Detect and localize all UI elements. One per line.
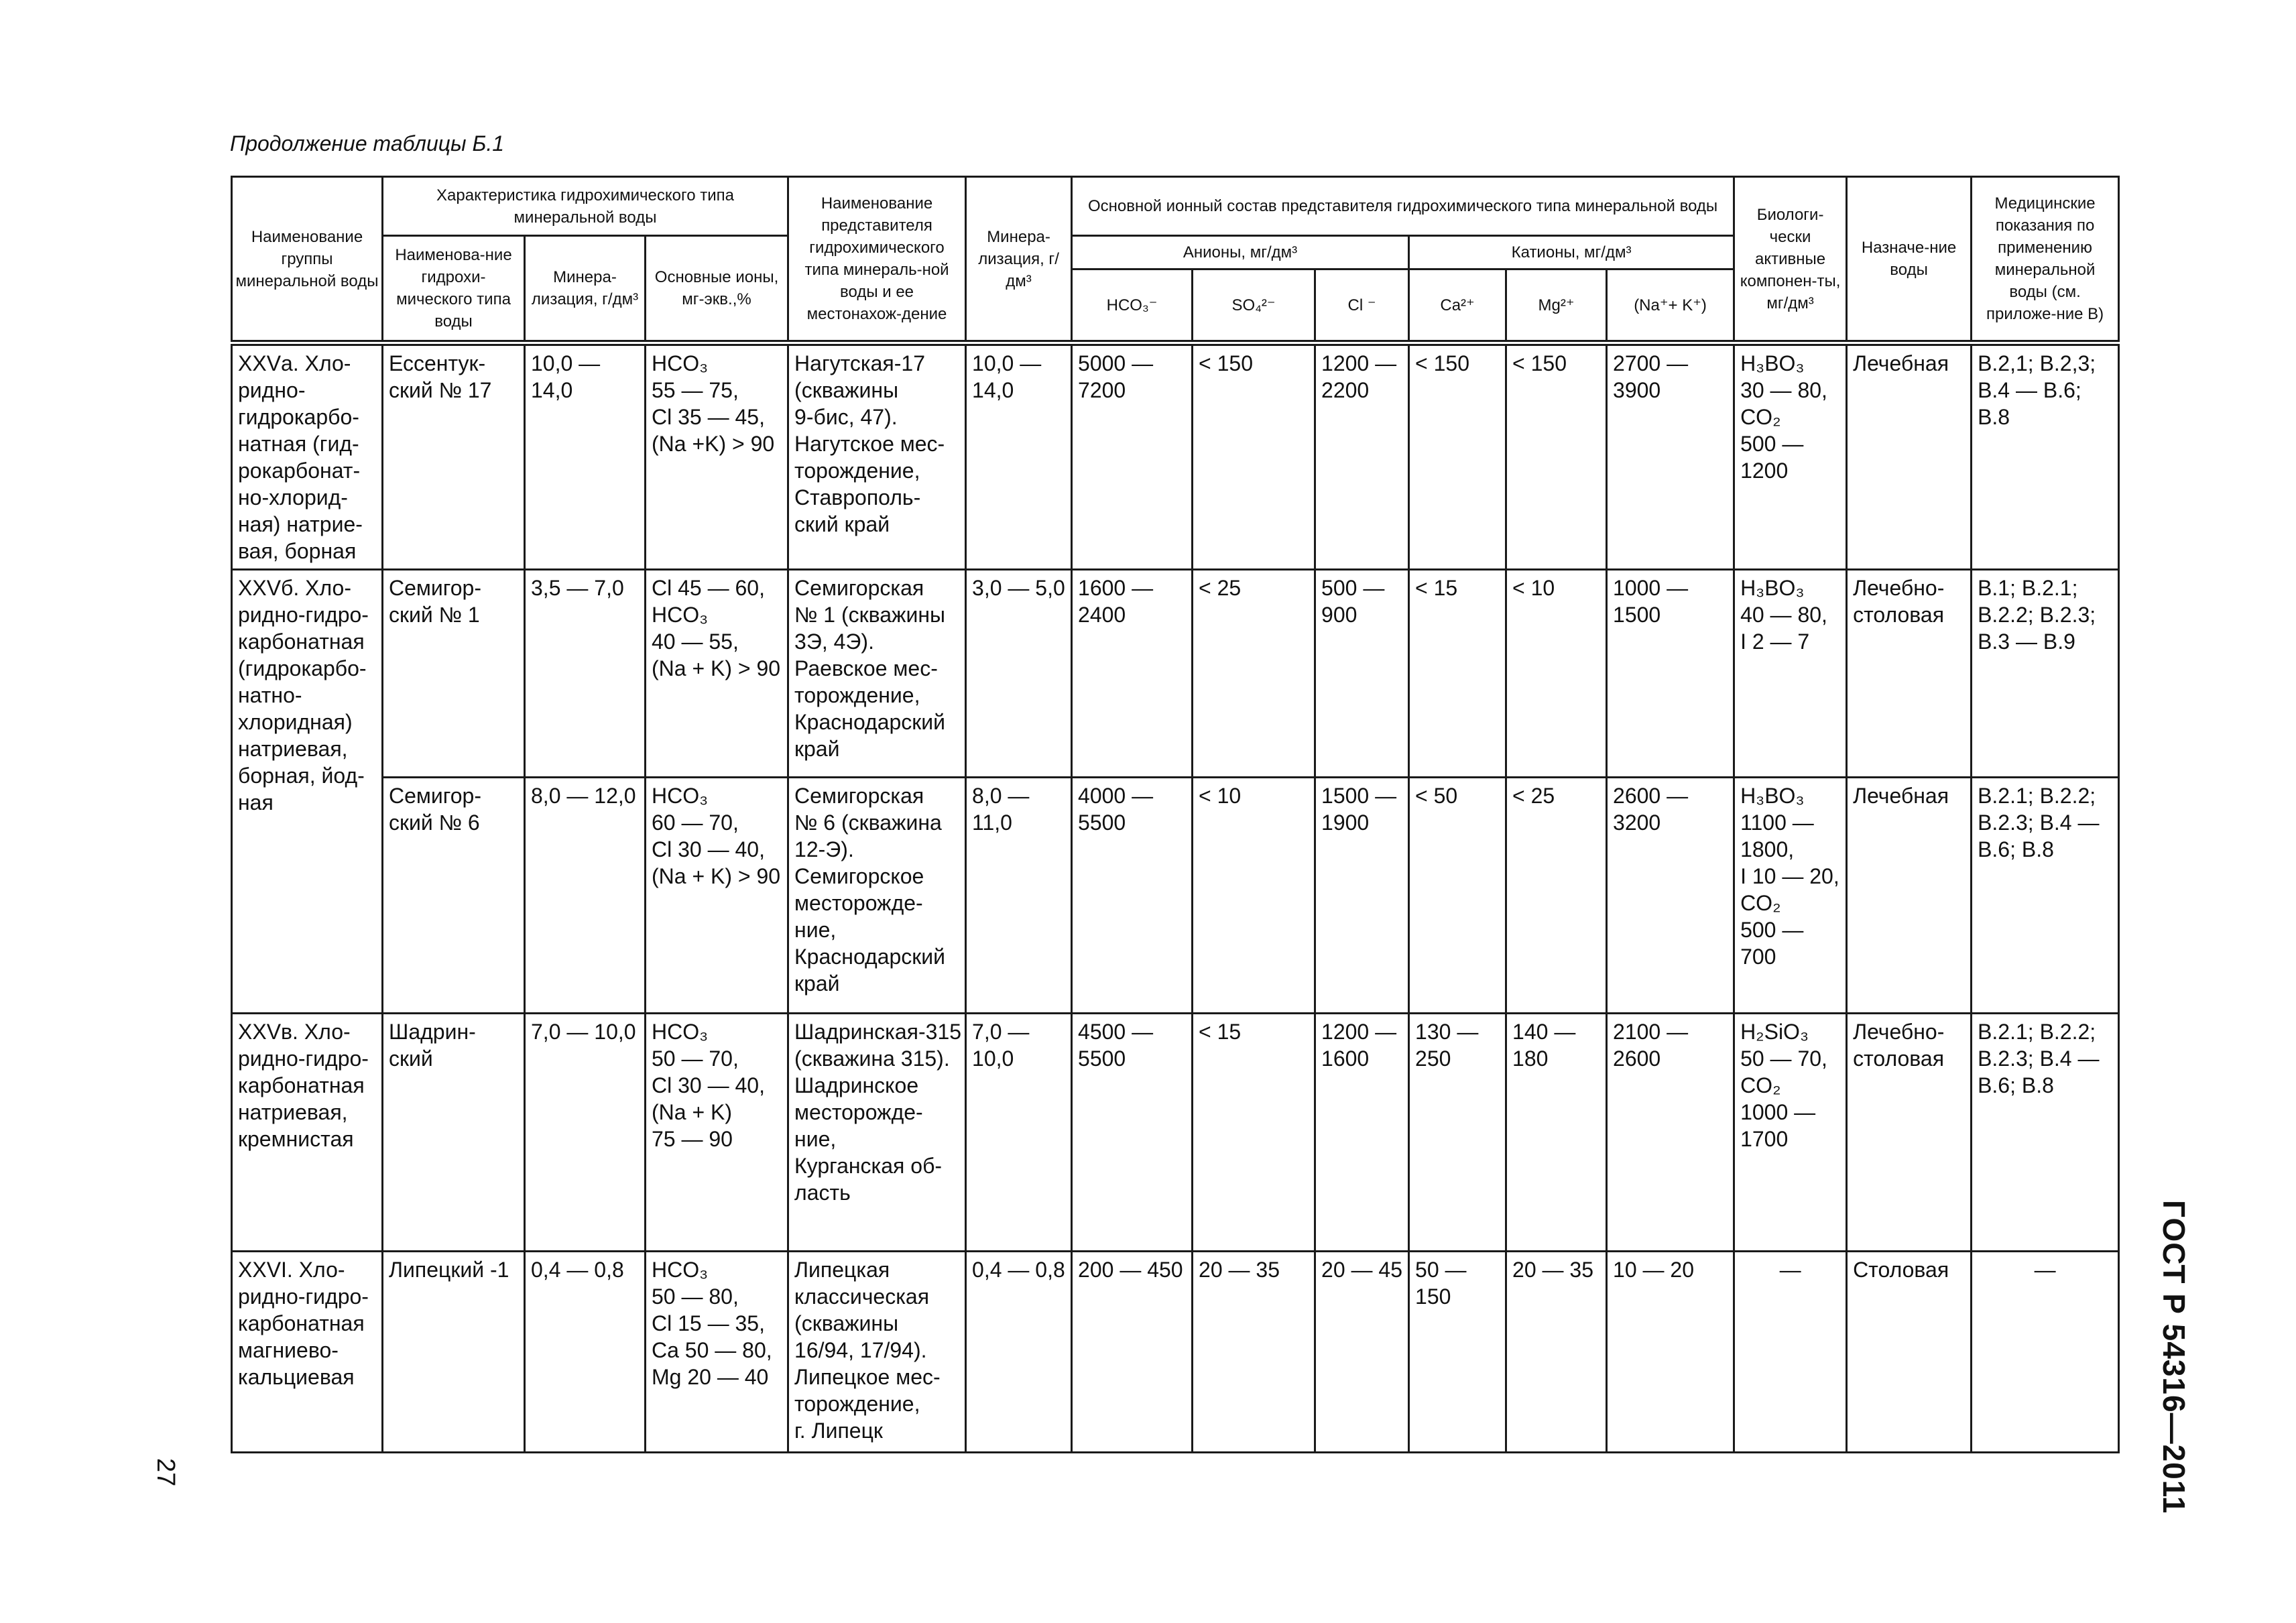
purpose-cell [1847, 570, 1972, 778]
cell-line: столовая [1853, 603, 1945, 627]
na-k-cell [1607, 343, 1734, 570]
cell-line: В.3 — В.9 [1978, 629, 2075, 654]
cell-line: 3,5 — 7,0 [531, 576, 624, 600]
header-rep-mineralization: Минера-лизация, г/дм³ [966, 177, 1072, 343]
header-cations: Катионы, мг/дм³ [1409, 236, 1734, 269]
cell-line: натно- [238, 683, 302, 707]
cell-line: В.6; В.8 [1978, 1073, 2054, 1097]
cell-line: 140 — [1512, 1020, 1576, 1044]
representative-cell [788, 343, 966, 570]
cell-line: Ставрополь- [794, 485, 921, 509]
header-medical: Медицинские показания по применению минеральной воды (см. приложе-ние В) [1972, 177, 2119, 343]
cell-line: 20 — 45 [1321, 1258, 1402, 1282]
rep-mineralization-cell [966, 1014, 1072, 1252]
ca-cell [1409, 570, 1506, 778]
cell-line: < 150 [1512, 351, 1567, 375]
cell-line: Mg 20 — 40 [652, 1365, 769, 1389]
cell-line: кремнистая [238, 1127, 354, 1151]
cell-line: 4500 — [1078, 1020, 1154, 1044]
cell-line: (скважины [794, 378, 899, 402]
header-bio-components: Биологи-чески активные компонен-ты, мг/дм³ [1734, 177, 1847, 343]
cell-line: 1200 — [1321, 1020, 1397, 1044]
ions-cell [646, 1014, 788, 1252]
group-name-cell [232, 1014, 383, 1252]
document-id: ГОСТ Р 54316—2011 [2157, 1200, 2191, 1514]
cell-line: хлоридная) [238, 710, 353, 734]
cell-line: 7200 [1078, 378, 1126, 402]
cell-line: — [2034, 1258, 2056, 1282]
cell-line: H₂SiO₃ [1740, 1020, 1809, 1044]
header-type-ions: Основные ионы, мг-экв.,% [646, 236, 788, 343]
cell-line: 10,0 — [531, 351, 601, 375]
rep-mineralization-cell [966, 778, 1072, 1014]
cell-line: 75 — 90 [652, 1127, 733, 1151]
cell-line: 1800, [1740, 837, 1795, 861]
cell-line: XXVв. Хло- [238, 1020, 351, 1044]
cell-line: В.2.3; В.4 — [1978, 1046, 2100, 1071]
cell-line: Шадринское [794, 1073, 919, 1097]
so4-cell [1193, 343, 1315, 570]
table-row [232, 778, 2119, 1014]
header-hco3: HCO₃⁻ [1072, 269, 1193, 343]
cell-line: Семигорская [794, 784, 924, 808]
cell-line: 180 [1512, 1046, 1549, 1071]
cell-line: 1200 — [1321, 351, 1397, 375]
bio-cell [1734, 1252, 1847, 1453]
header-group-name: Наименование группы минеральной воды [232, 177, 383, 343]
cell-line: 55 — 75, [652, 378, 739, 402]
cell-line: 1600 [1321, 1046, 1370, 1071]
cell-line: Семигорская [794, 576, 924, 600]
cell-line: Краснодарский [794, 945, 946, 969]
cl-cell [1315, 343, 1409, 570]
na-k-cell [1607, 1252, 1734, 1453]
cell-line: Столовая [1853, 1258, 1949, 1282]
cell-line: 20 — 35 [1512, 1258, 1593, 1282]
cell-line: 1600 — [1078, 576, 1154, 600]
cell-line: HCO₃ [652, 603, 709, 627]
type-name-cell [383, 343, 525, 570]
header-representative: Наименование представителя гидрохимического типа минераль-ной воды и ее местонахож-дение [788, 177, 966, 343]
cell-line: натриевая, [238, 1100, 348, 1124]
cell-line: 500 — [1740, 432, 1804, 456]
so4-cell [1193, 778, 1315, 1014]
cell-line: HCO₃ [652, 784, 709, 808]
cell-line: край [794, 971, 840, 996]
cell-line: борная, йод- [238, 764, 365, 788]
cell-line: 4000 — [1078, 784, 1154, 808]
cell-line: магниево- [238, 1338, 339, 1362]
header-cl: Cl ⁻ [1315, 269, 1409, 343]
mg-cell [1506, 1252, 1607, 1453]
cell-line: 10 — 20 [1613, 1258, 1694, 1282]
cell-line: H₃BO₃ [1740, 576, 1805, 600]
cell-line: Курганская об- [794, 1154, 943, 1178]
mg-cell [1506, 1014, 1607, 1252]
hco3-cell [1072, 778, 1193, 1014]
cell-line: ласть [794, 1181, 851, 1205]
header-hydrochem-type: Характеристика гидрохимического типа минеральной воды [383, 177, 788, 236]
header-ca: Ca²⁺ [1409, 269, 1506, 343]
cell-line: 60 — 70, [652, 810, 739, 835]
cell-line: (гидрокарбо- [238, 656, 367, 680]
cell-line: Краснодарский [794, 710, 946, 734]
cell-line: В.2,1; В.2,3; [1978, 351, 2096, 375]
ions-cell [646, 1252, 788, 1453]
type-name-cell [383, 1252, 525, 1453]
cell-line: Cl 45 — 60, [652, 576, 765, 600]
cell-line: торождение, [794, 1392, 920, 1416]
cell-line: < 150 [1415, 351, 1469, 375]
cell-line: 130 — [1415, 1020, 1479, 1044]
cell-line: CO₂ [1740, 891, 1781, 915]
cell-line: ский № 1 [389, 603, 480, 627]
cell-line: рокарбонат- [238, 459, 361, 483]
cell-line: Лечебная [1853, 351, 1949, 375]
cell-line: 50 — 70, [652, 1046, 739, 1071]
cell-line: 500 — [1740, 918, 1804, 942]
type-mineralization-cell [525, 1252, 646, 1453]
table-row [232, 343, 2119, 570]
cell-line: (Na + K) [652, 1100, 733, 1124]
cell-line: Липецкий -1 [389, 1258, 509, 1282]
cell-line: месторожде- [794, 1100, 923, 1124]
cell-line: ский № 17 [389, 378, 492, 402]
representative-cell [788, 570, 966, 778]
cell-line: 2700 — [1613, 351, 1689, 375]
header-type-mineralization: Минера-лизация, г/дм³ [525, 236, 646, 343]
cell-line: Шадрин- [389, 1020, 476, 1044]
cell-line: 5500 [1078, 810, 1126, 835]
cell-line: Лечебно- [1853, 576, 1945, 600]
so4-cell [1193, 1014, 1315, 1252]
purpose-cell [1847, 778, 1972, 1014]
cell-line: 10,0 [972, 1046, 1014, 1071]
mg-cell [1506, 570, 1607, 778]
cell-line: карбонатная [238, 1073, 365, 1097]
cell-line: 1700 [1740, 1127, 1789, 1151]
na-k-cell [1607, 1014, 1734, 1252]
type-name-cell [383, 778, 525, 1014]
cell-line: (скважина 315). [794, 1046, 950, 1071]
cell-line: XXVб. Хло- [238, 576, 351, 600]
cell-line: ридно-гидро- [238, 1046, 369, 1071]
cell-line: Раевское мес- [794, 656, 938, 680]
type-mineralization-cell [525, 343, 646, 570]
cell-line: Семигор- [389, 576, 481, 600]
cell-line: кальциевая [238, 1365, 355, 1389]
rep-mineralization-cell [966, 343, 1072, 570]
cell-line: Липецкое мес- [794, 1365, 941, 1389]
ca-cell [1409, 778, 1506, 1014]
cell-line: Ессентук- [389, 351, 486, 375]
purpose-cell [1847, 1252, 1972, 1453]
representative-cell [788, 1252, 966, 1453]
representative-cell [788, 778, 966, 1014]
cell-line: 1900 [1321, 810, 1370, 835]
cell-line: Лечебно- [1853, 1020, 1945, 1044]
cell-line: классическая [794, 1284, 930, 1309]
cell-line: 1000 — [1613, 576, 1689, 600]
cell-line: В.2.3; В.4 — [1978, 810, 2100, 835]
cell-line: Семигор- [389, 784, 481, 808]
bio-cell [1734, 343, 1847, 570]
cell-line: 50 — 70, [1740, 1046, 1827, 1071]
type-name-cell [383, 570, 525, 778]
cl-cell [1315, 1252, 1409, 1453]
cell-line: 30 — 80, [1740, 378, 1827, 402]
cell-line: В.2.1; В.2.2; [1978, 784, 2096, 808]
cell-line: 5000 — [1078, 351, 1154, 375]
cell-line: I 10 — 20, [1740, 864, 1839, 888]
type-mineralization-cell [525, 778, 646, 1014]
ca-cell [1409, 343, 1506, 570]
cell-line: < 15 [1415, 576, 1458, 600]
bio-cell [1734, 778, 1847, 1014]
cell-line: < 25 [1512, 784, 1555, 808]
cell-line: 1500 — [1321, 784, 1397, 808]
cell-line: I 2 — 7 [1740, 629, 1810, 654]
cell-line: 8,0 — [972, 784, 1030, 808]
cell-line: 250 [1415, 1046, 1451, 1071]
so4-cell [1193, 570, 1315, 778]
cell-line: ридно-гидро- [238, 603, 369, 627]
cell-line: < 15 [1199, 1020, 1242, 1044]
cell-line: ридно- [238, 378, 306, 402]
cell-line: ная [238, 790, 274, 815]
header-type-name: Наименова-ние гидрохи-мического типа воды [383, 236, 525, 343]
cell-line: 3Э, 4Э). [794, 629, 874, 654]
medical-cell [1972, 343, 2119, 570]
cell-line: 50 — 80, [652, 1284, 739, 1309]
cell-line: 1100 — [1740, 810, 1814, 835]
cell-line: 2100 — [1613, 1020, 1689, 1044]
cell-line: Нагутская-17 [794, 351, 925, 375]
na-k-cell [1607, 778, 1734, 1014]
table-body [232, 343, 2119, 1453]
cell-line: HCO₃ [652, 1020, 709, 1044]
cell-line: 20 — 35 [1199, 1258, 1280, 1282]
cell-line: вая, борная [238, 539, 357, 563]
rep-mineralization-cell [966, 1252, 1072, 1453]
purpose-cell [1847, 1014, 1972, 1252]
page-number: 27 [152, 1458, 180, 1487]
ca-cell [1409, 1014, 1506, 1252]
cell-line: торождение, [794, 683, 920, 707]
cell-line: ридно-гидро- [238, 1284, 369, 1309]
cell-line: карбонатная [238, 1311, 365, 1335]
cell-line: Шадринская-315 [794, 1020, 962, 1044]
cell-line: В.2.2; В.2.3; [1978, 603, 2096, 627]
cell-line: столовая [1853, 1046, 1945, 1071]
cell-line: В.2.1; В.2.2; [1978, 1020, 2096, 1044]
cell-line: 0,4 — 0,8 [972, 1258, 1065, 1282]
cell-line: ние, [794, 1127, 837, 1151]
hco3-cell [1072, 570, 1193, 778]
cell-line: < 10 [1199, 784, 1242, 808]
cell-line: < 50 [1415, 784, 1458, 808]
mineral-water-table [231, 176, 2120, 1453]
header-na-k: (Na⁺+ K⁺) [1607, 269, 1734, 343]
mg-cell [1506, 778, 1607, 1014]
cell-line: торождение, [794, 459, 920, 483]
cell-line: 3,0 — 5,0 [972, 576, 1065, 600]
type-mineralization-cell [525, 1014, 646, 1252]
rep-mineralization-cell [966, 570, 1072, 778]
cell-line: месторожде- [794, 891, 923, 915]
cell-line: 5500 [1078, 1046, 1126, 1071]
bio-cell [1734, 1014, 1847, 1252]
cell-line: ние, [794, 918, 837, 942]
cell-line: 1200 [1740, 459, 1789, 483]
mg-cell [1506, 343, 1607, 570]
hco3-cell [1072, 1252, 1193, 1453]
cell-line: карбонатная [238, 629, 365, 654]
cell-line: ная) натрие- [238, 512, 363, 536]
medical-cell [1972, 1252, 2119, 1453]
cell-line: Cl 35 — 45, [652, 405, 765, 429]
header-so4: SO₄²⁻ [1193, 269, 1315, 343]
cell-line: ский край [794, 512, 890, 536]
cell-line: Ca 50 — 80, [652, 1338, 772, 1362]
cell-line: < 150 [1199, 351, 1253, 375]
cell-line: Cl 30 — 40, [652, 837, 765, 861]
cell-line: 7,0 — [972, 1020, 1030, 1044]
cell-line: натриевая, [238, 737, 348, 761]
cell-line: край [794, 737, 840, 761]
cell-line: 7,0 — 10,0 [531, 1020, 636, 1044]
header-ion-composition: Основной ионный состав представителя гидрохимического типа минеральной воды [1072, 177, 1734, 236]
table-caption: Продолжение таблицы Б.1 [230, 131, 504, 156]
cell-line: 9-бис, 47). [794, 405, 898, 429]
cell-line: 2400 [1078, 603, 1126, 627]
header-mg: Mg²⁺ [1506, 269, 1607, 343]
cell-line: 14,0 [972, 378, 1014, 402]
type-name-cell [383, 1014, 525, 1252]
na-k-cell [1607, 570, 1734, 778]
cell-line: 16/94, 17/94). [794, 1338, 927, 1362]
cell-line: 0,4 — 0,8 [531, 1258, 624, 1282]
cell-line: В.8 [1978, 405, 2010, 429]
medical-cell [1972, 778, 2119, 1014]
cell-line: ский [389, 1046, 433, 1071]
cell-line: В.6; В.8 [1978, 837, 2054, 861]
cell-line: (Na + K) > 90 [652, 864, 781, 888]
ca-cell [1409, 1252, 1506, 1453]
header-anions: Анионы, мг/дм³ [1072, 236, 1409, 269]
cell-line: CO₂ [1740, 405, 1781, 429]
cell-line: 150 [1415, 1284, 1451, 1309]
cell-line: Cl 30 — 40, [652, 1073, 765, 1097]
cell-line: < 25 [1199, 576, 1242, 600]
cell-line: H₃BO₃ [1740, 784, 1805, 808]
purpose-cell [1847, 343, 1972, 570]
cell-line: 12-Э). [794, 837, 854, 861]
cell-line: 700 [1740, 945, 1776, 969]
cell-line: CO₂ [1740, 1073, 1781, 1097]
bio-cell [1734, 570, 1847, 778]
cell-line: ский № 6 [389, 810, 480, 835]
cell-line: 1000 — [1740, 1100, 1816, 1124]
cell-line: Семигорское [794, 864, 924, 888]
cell-line: 50 — [1415, 1258, 1467, 1282]
group-name-cell [232, 570, 383, 1014]
cell-line: В.1; В.2.1; [1978, 576, 2078, 600]
cell-line: № 1 (скважины [794, 603, 945, 627]
cell-line: HCO₃ [652, 1258, 709, 1282]
cell-line: — [1779, 1258, 1801, 1282]
representative-cell [788, 1014, 966, 1252]
cell-line: 3900 [1613, 378, 1661, 402]
table-row [232, 1014, 2119, 1252]
cell-line: 200 — 450 [1078, 1258, 1183, 1282]
ions-cell [646, 343, 788, 570]
cell-line: 11,0 [972, 810, 1012, 835]
cell-line: 500 — [1321, 576, 1385, 600]
cell-line: H₃BO₃ [1740, 351, 1805, 375]
hco3-cell [1072, 343, 1193, 570]
cell-line: 40 — 80, [1740, 603, 1827, 627]
cell-line: HCO₃ [652, 351, 709, 375]
cell-line: 1500 [1613, 603, 1661, 627]
table-row [232, 1252, 2119, 1453]
cell-line: 14,0 [531, 378, 573, 402]
cl-cell [1315, 778, 1409, 1014]
cell-line: Лечебная [1853, 784, 1949, 808]
cell-line: 40 — 55, [652, 629, 739, 654]
cell-line: 900 [1321, 603, 1357, 627]
cell-line: < 10 [1512, 576, 1555, 600]
cell-line: (скважины [794, 1311, 899, 1335]
cell-line: 10,0 — [972, 351, 1042, 375]
cell-line: 2600 — [1613, 784, 1689, 808]
medical-cell [1972, 570, 2119, 778]
cell-line: (Na +K) > 90 [652, 432, 775, 456]
cl-cell [1315, 1014, 1409, 1252]
group-name-cell [232, 1252, 383, 1453]
cell-line: Липецкая [794, 1258, 890, 1282]
header-purpose: Назначе-ние воды [1847, 177, 1972, 343]
group-name-cell [232, 343, 383, 570]
table-row [232, 570, 2119, 778]
cell-line: № 6 (скважина [794, 810, 942, 835]
cell-line: Нагутское мес- [794, 432, 945, 456]
so4-cell [1193, 1252, 1315, 1453]
cell-line: но-хлорид- [238, 485, 348, 509]
cell-line: (Na + K) > 90 [652, 656, 781, 680]
cl-cell [1315, 570, 1409, 778]
cell-line: XXVI. Хло- [238, 1258, 345, 1282]
cell-line: XXVа. Хло- [238, 351, 351, 375]
cell-line: 2600 [1613, 1046, 1661, 1071]
cell-line: гидрокарбо- [238, 405, 359, 429]
cell-line: натная (гид- [238, 432, 359, 456]
cell-line: 8,0 — 12,0 [531, 784, 636, 808]
medical-cell [1972, 1014, 2119, 1252]
cell-line: 2200 [1321, 378, 1370, 402]
cell-line: 3200 [1613, 810, 1661, 835]
ions-cell [646, 570, 788, 778]
type-mineralization-cell [525, 570, 646, 778]
cell-line: В.4 — В.6; [1978, 378, 2081, 402]
hco3-cell [1072, 1014, 1193, 1252]
cell-line: г. Липецк [794, 1419, 883, 1443]
cell-line: Cl 15 — 35, [652, 1311, 765, 1335]
ions-cell [646, 778, 788, 1014]
